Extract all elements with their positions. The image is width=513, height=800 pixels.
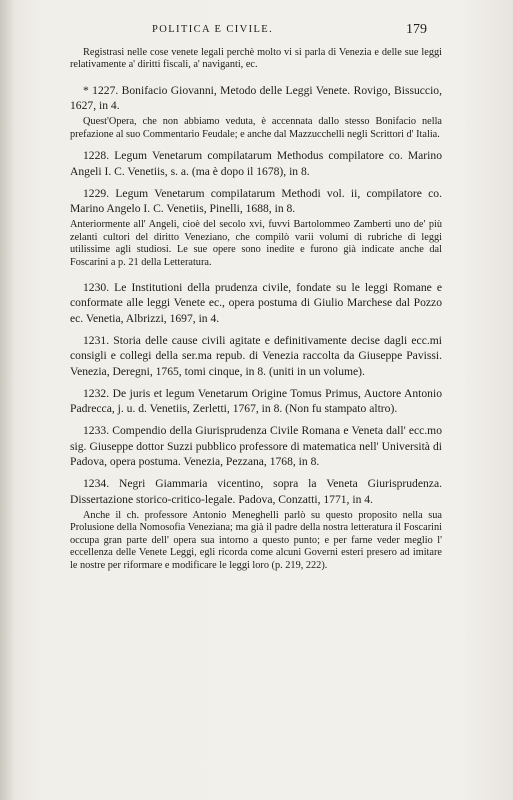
page-number: 179: [406, 22, 427, 37]
note-1227: Quest'Opera, che non abbiamo veduta, è accennata dallo stesso Bonifacio nella prefazione al suo Commentario Feudale; e anche dal Mazzucchelli negli Scrittori d' Italia.: [70, 116, 442, 140]
entry-1228: 1228. Legum Venetarum compilatarum Methodus compilatore co. Marino Angeli I. C. Venetiis, s. a. (ma è dopo il 1678), in 8.: [70, 149, 442, 178]
entry-1230: 1230. Le Institutioni della prudenza civile, fondate su le leggi Romane e conformate alle leggi Venete ec., opera postuma di Giulio Marchese dal Pozzo ec. Venetia, Albrizzi, 1697, in 4.: [70, 281, 442, 325]
page-body: [70, 47, 442, 572]
entry-1227: * 1227. Bonifacio Giovanni, Metodo delle Leggi Venete. Rovigo, Bissuccio, 1627, in 4.: [70, 83, 442, 113]
note-1229: Anteriormente all' Angeli, cioè del secolo xvi, fuvvi Bartolommeo Zamberti uno de' più zelanti cultori del diritto Veneziano, che compilò varii volumi di rubriche di leggi utilissime agli studiosi. Le sue opere sono inedite e furono già indicate anche dal Foscarini a p. 21 della Letteratura.: [70, 219, 442, 268]
running-head: [0, 24, 513, 44]
entry-1233: 1233. Compendio della Giurisprudenza Civile Romana e Veneta dall' ecc.mo sig. Giuseppe dottor Suzzi pubblico professore di matematica nell' Università di Padova, opera postuma. Venezia, Pezzana, 1768, in 8.: [70, 424, 442, 468]
entry-1234: 1234. Negri Giammaria vicentino, sopra la Veneta Giurisprudenza. Dissertazione storico-critico-legale. Padova, Conzatti, 1771, in 4.: [70, 477, 442, 506]
intro-note: Registrasi nelle cose venete legali perchè molto vi si parla di Venezia e delle sue leggi relativamente a' diritti fiscali, a' naviganti, ec.: [70, 47, 442, 71]
entry-1232: 1232. De juris et legum Venetarum Origine Tomus Primus, Auctore Antonio Padrecca, j. u. d. Venetiis, Zerletti, 1767, in 8. (Non fu stampato altro).: [70, 386, 442, 416]
entry-1229: 1229. Legum Venetarum compilatarum Methodi vol. ii, compilatore co. Marino Angelo I. C. Venetiis, Pinelli, 1688, in 8.: [70, 186, 442, 216]
page-gutter-shadow: [0, 0, 14, 800]
running-head-title: POLITICA E CIVILE.: [152, 24, 274, 35]
note-1234: Anche il ch. professore Antonio Meneghelli parlò su questo proposito nella sua Prolusione della Nomosofia Veneziana; ma già il padre della nostra letteratura il Foscarini occupa gran parte dell' opera sua intorno a questo punto; e per farne veder meglio l' eccellenza delle Venete Leggi, egli ricorda come alcuni Governi esteri presero ad imitare le nostre per riformare e modificare le leggi loro (p. 219, 222).: [70, 509, 442, 571]
entry-1231: 1231. Storia delle cause civili agitate e definitivamente decise dagli ecc.mi consigli e collegi della ser.ma repub. di Venezia raccolta da Giuseppe Pavissi. Venezia, Deregni, 1765, tomi cinque, in 8. (uniti in un volume).: [70, 333, 442, 378]
